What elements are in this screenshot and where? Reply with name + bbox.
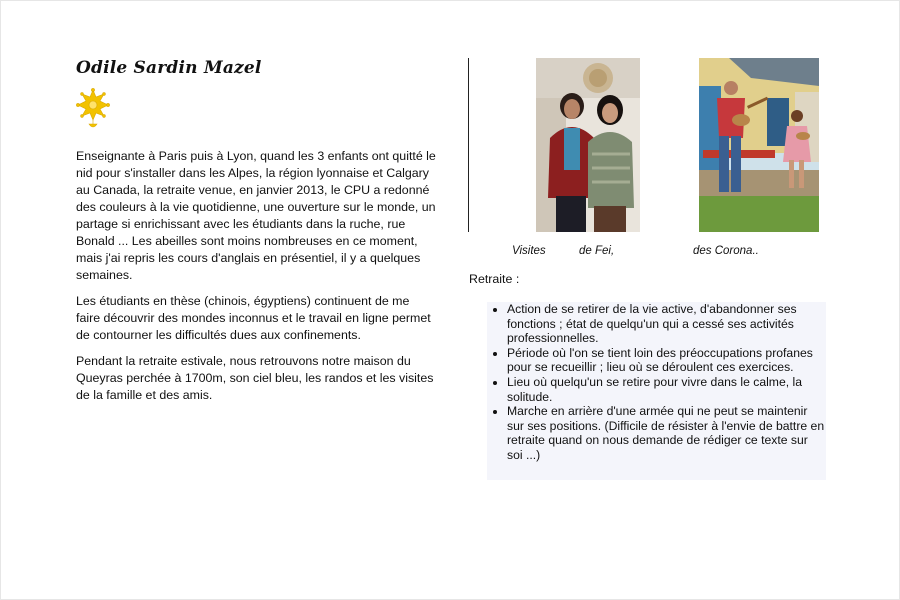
profile-column	[76, 58, 436, 413]
column-divider	[468, 58, 469, 232]
bio-paragraph-2: Les étudiants en thèse (chinois, égyptiens) continuent de me faire découvrir des mondes inconnus et le travail en ligne permet de contourner les difficultés dues aux confinements.	[76, 294, 431, 342]
retraite-title: Retraite :	[469, 272, 520, 286]
bio-paragraph-3: Pendant la retraite estivale, nous retrouvons notre maison du Queyras perchée à 1700m, son ciel bleu, les randos et les visites de la famille et des amis.	[76, 354, 434, 402]
definitions-box	[487, 302, 826, 480]
definition-item: • Action de se retirer de la vie active, d'abandonner ses fonctions ; état de quelqu'un qui a cessé ses activités professionnelles.	[507, 302, 826, 346]
definition-item: • Marche en arrière d'une armée qui ne peut se maintenir sur ses positions. (Difficile de résister à l'envie de battre en retraite quand on nous demande de rédiger ce texte sur soi ...)	[507, 404, 826, 462]
definition-item: • Lieu où quelqu'un se retire pour vivre dans le calme, la solitude.	[507, 375, 826, 404]
caption-visites: Visites	[512, 245, 546, 257]
definition-item: • Période où l'on se tient loin des préoccupations profanes pour se recueillir ; lieu où se déroulent ces exercices.	[507, 346, 826, 375]
caption-corona: des Corona..	[693, 245, 759, 257]
huguenot-cross-icon	[76, 88, 110, 130]
photo-visit-fei	[536, 58, 640, 232]
definitions-list	[487, 302, 826, 463]
bio-paragraph-1: Enseignante à Paris puis à Lyon, quand les 3 enfants ont quitté le nid pour s'installer dans les Alpes, la région lyonnaise et Calgary au Canada, la retraite venue, en janvier 2013, le CPU a redonné des couleurs à la vie quotidienne, une ouverture sur le monde, un partage si enrichissant avec les étudiants dans la ruche, rue Bonald ... Les abeilles sont moins nombreuses en ce moment, mais j'ai repris les cours d'anglais en présentiel, il y a quelques semaines.	[76, 149, 436, 282]
author-name: Odile Sardin Mazel	[76, 58, 262, 78]
photo-visit-corona	[699, 58, 819, 232]
caption-fei: de Fei,	[579, 245, 615, 257]
